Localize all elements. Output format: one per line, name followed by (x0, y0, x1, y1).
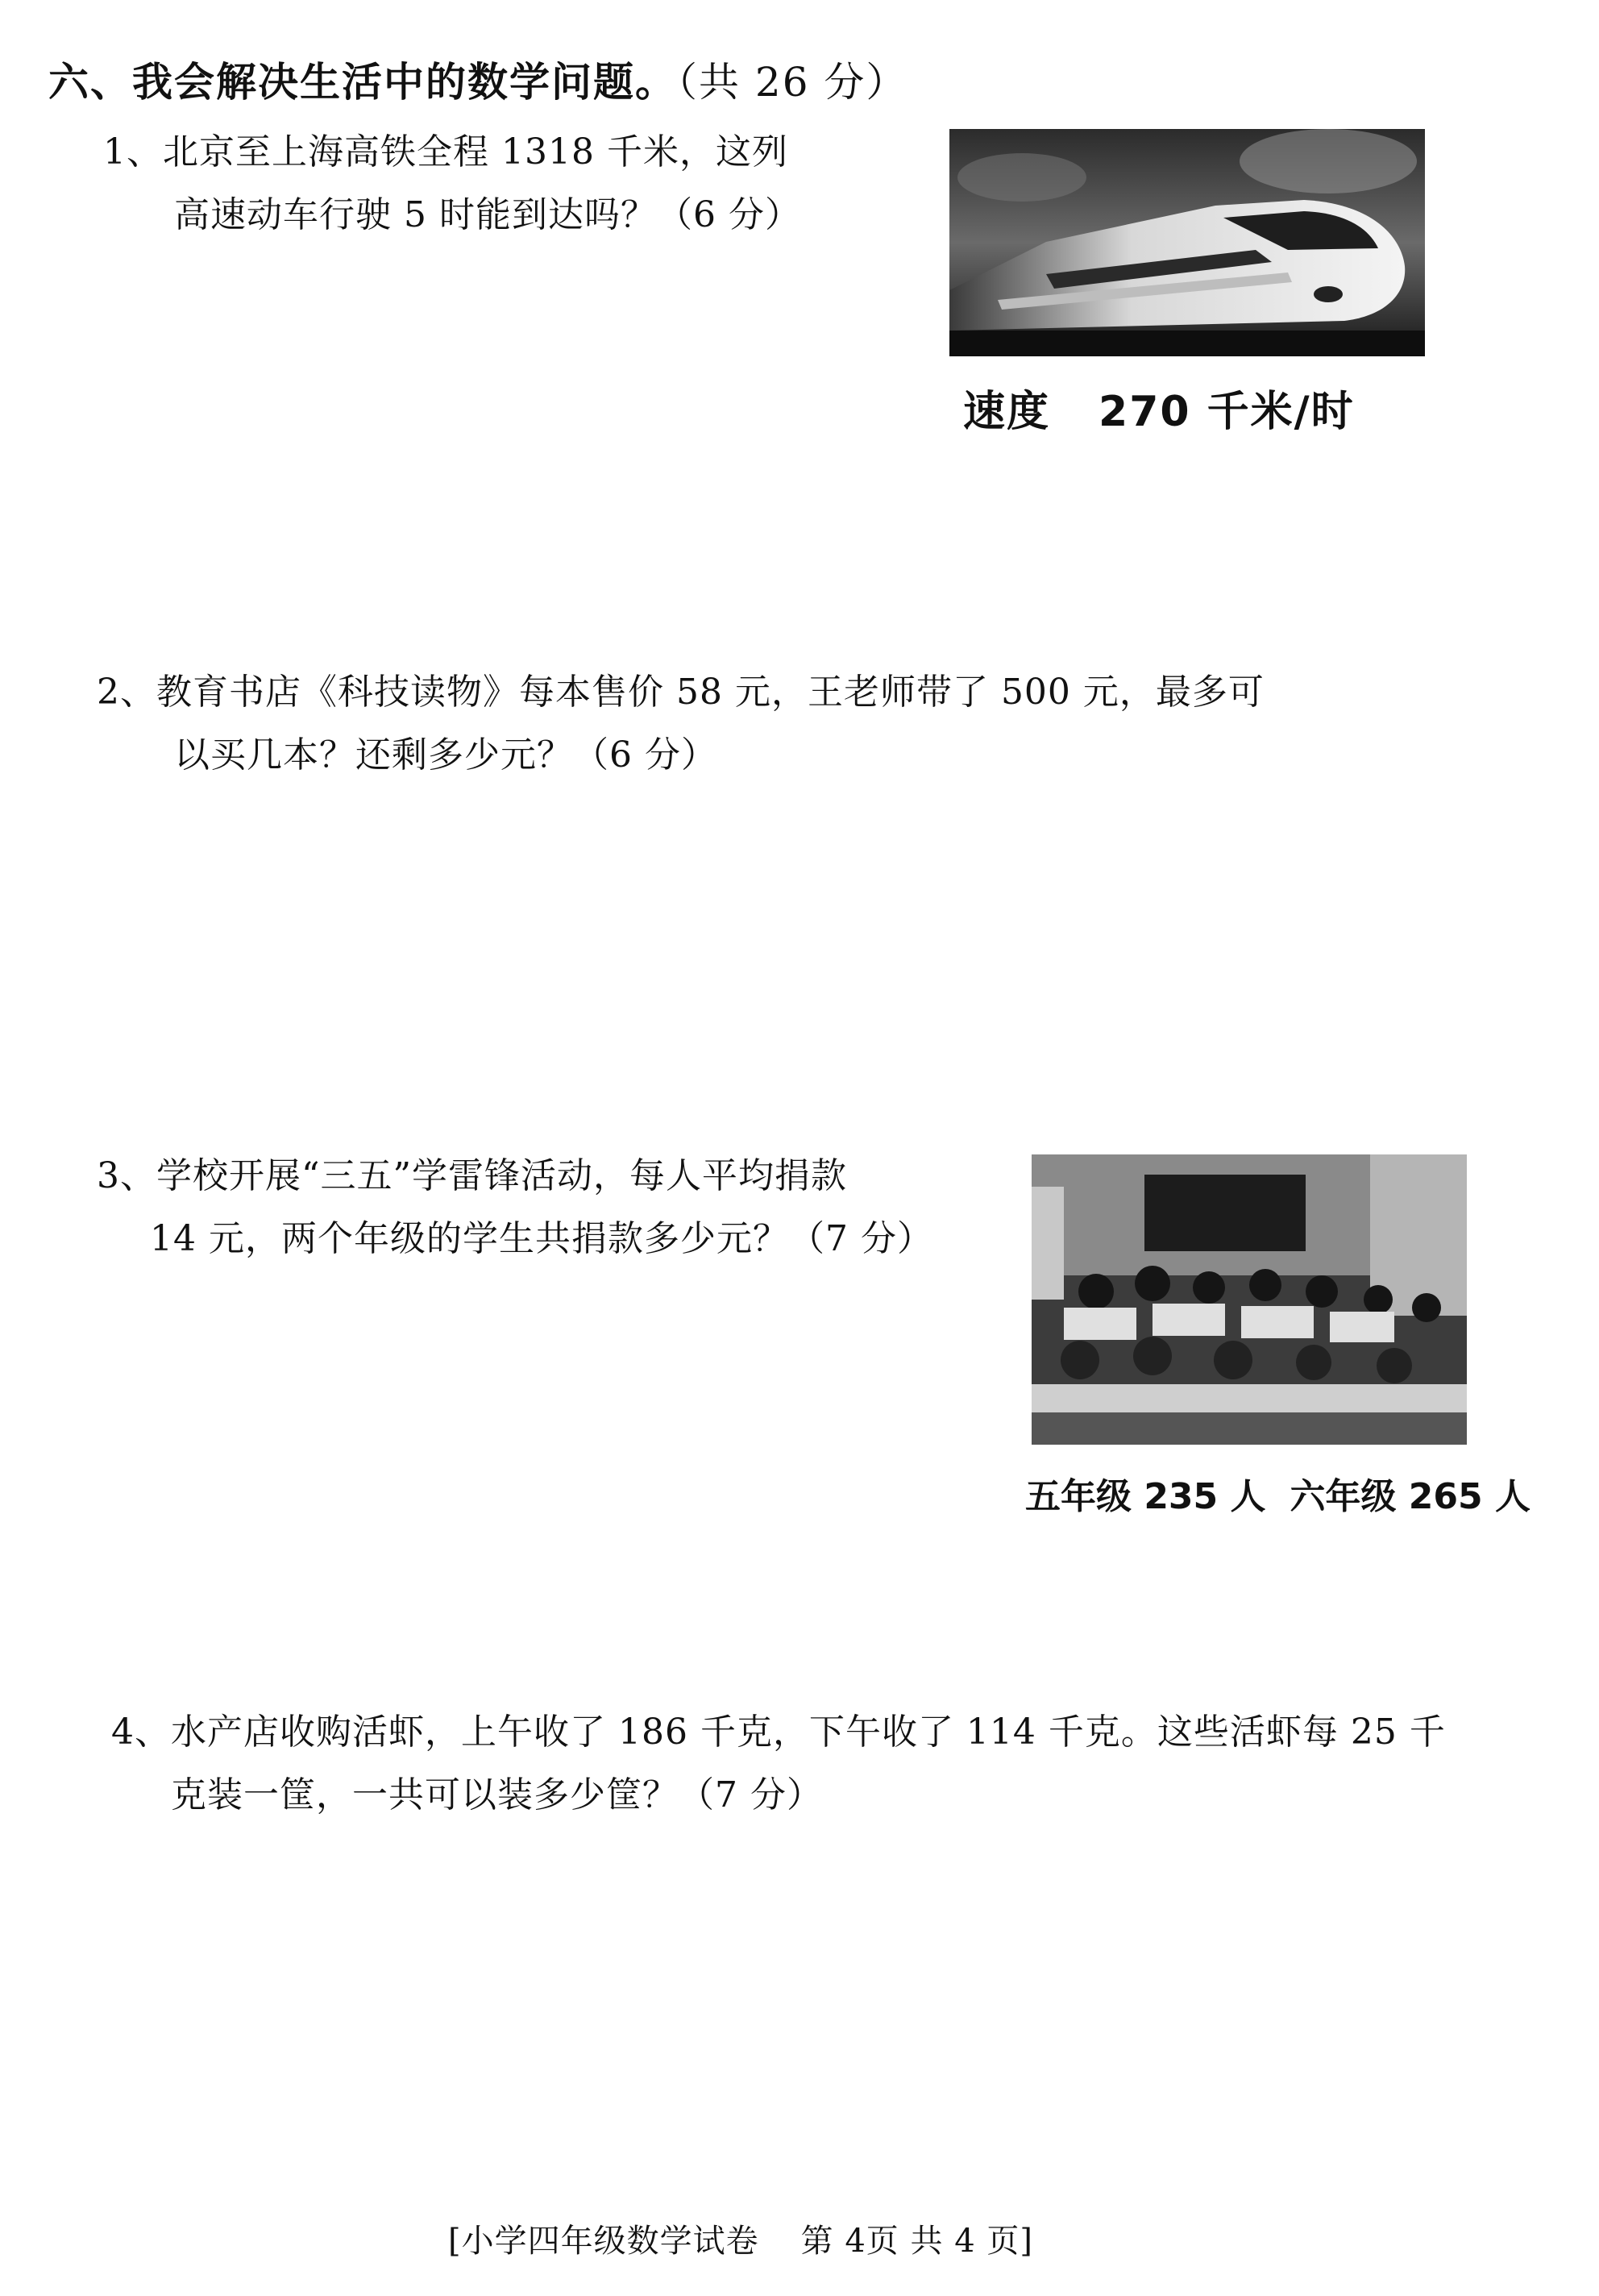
question-4 (111, 1701, 1446, 1827)
question-1-line-2: 高速动车行驶 5 时能到达吗？（6 分） (174, 194, 801, 235)
speed-label: 速度 (963, 388, 1051, 436)
question-3 (97, 1145, 933, 1271)
classroom-photo (1032, 1154, 1467, 1445)
grade-5-count: 五年级 235 人 (1025, 1476, 1266, 1517)
footer-exam-title: [小学四年级数学试卷 (448, 2223, 759, 2260)
grade-6-count: 六年级 265 人 (1290, 1476, 1530, 1517)
question-3-line-2: 14 元，两个年级的学生共捐款多少元？（7 分） (150, 1218, 933, 1259)
question-2-line-2: 以买几本？还剩多少元？（6 分） (174, 734, 717, 776)
question-3-line-1: 3、学校开展“三五”学雷锋活动，每人平均捐款 (97, 1155, 847, 1196)
section-title-text: 六、我会解决生活中的数学问题。 (48, 58, 677, 106)
grade-count-caption (1025, 1467, 1530, 1519)
train-photo (949, 129, 1425, 356)
train-photo-illustration (949, 129, 1425, 356)
section-total-score: （共 26 分） (677, 59, 908, 106)
train-speed-caption (963, 377, 1355, 438)
section-title (48, 50, 907, 108)
speed-value: 270 千米/时 (1099, 388, 1355, 436)
question-1-line-1: 1、北京至上海高铁全程 1318 千米，这列 (103, 131, 788, 173)
question-4-line-2: 克装一筐，一共可以装多少筐？（7 分） (171, 1774, 823, 1816)
classroom-photo-illustration (1032, 1154, 1467, 1445)
question-1 (103, 121, 801, 247)
page-footer (448, 2215, 1033, 2261)
question-2-line-1: 2、教育书店《科技读物》每本售价 58 元，王老师带了 500 元，最多可 (97, 672, 1265, 713)
footer-page-number: 第 4页 共 4 页] (800, 2223, 1033, 2260)
question-4-line-1: 4、水产店收购活虾，上午收了 186 千克，下午收了 114 千克。这些活虾每 25 千 (111, 1712, 1446, 1753)
question-2 (97, 661, 1265, 787)
